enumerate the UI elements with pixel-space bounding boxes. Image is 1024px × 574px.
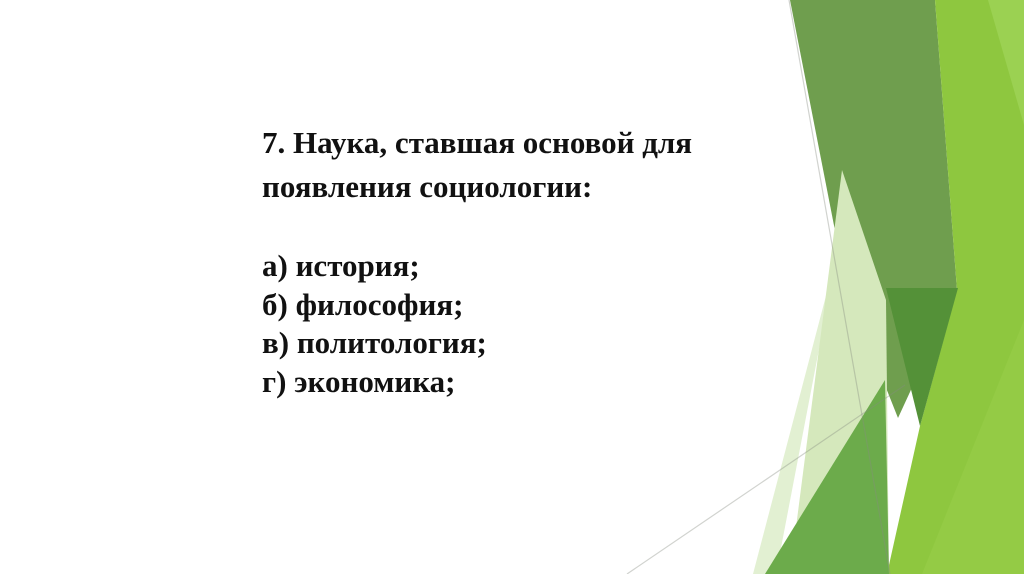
question-line-1: 7. Наука, ставшая основой для: [262, 125, 693, 160]
option-b: б) философия;: [262, 286, 464, 322]
option-g: г) экономика;: [262, 363, 456, 399]
option-v: в) политология;: [262, 325, 487, 360]
question-block: [262, 121, 772, 401]
options-list: [262, 247, 772, 401]
question-line-2: появления социологии:: [262, 169, 593, 204]
option-a: а) история;: [262, 248, 420, 283]
